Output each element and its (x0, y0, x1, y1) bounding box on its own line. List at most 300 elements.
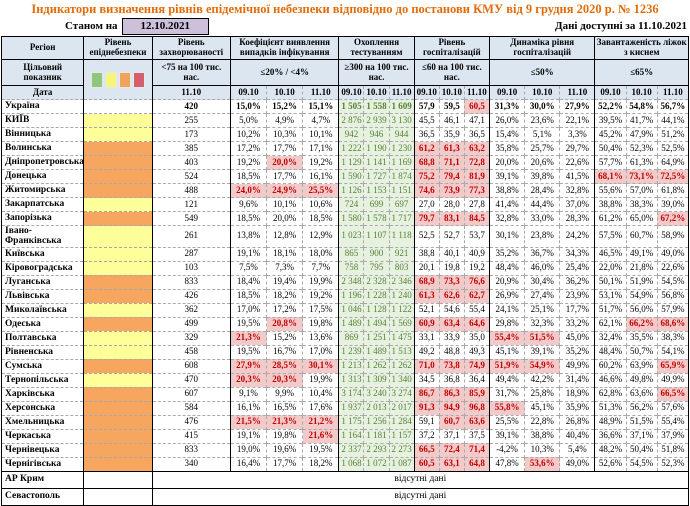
dynamics-value: 30,1% (490, 226, 525, 248)
hospitalization-value: 64,6 (464, 317, 489, 331)
beds-value: 65,0% (626, 212, 657, 226)
illness-value: 524 (152, 170, 230, 184)
beds-value: 53,1% (595, 289, 626, 303)
illness-value: 255 (152, 114, 230, 128)
hospitalization-value: 86,7 (414, 387, 439, 401)
hospitalization-value: 66,5 (414, 443, 439, 457)
testing-value: 1 505 (339, 100, 364, 114)
detection-value: 19,9% (303, 275, 339, 289)
testing-value: 869 (339, 331, 364, 345)
dynamics-value: 44,4% (525, 198, 560, 212)
illness-value: 499 (152, 317, 230, 331)
column-header-illness: Рівень захворюваності (152, 37, 230, 60)
column-header-dynamics: Динаміка рівня госпіталізацій (490, 37, 595, 60)
danger-level-cell (84, 128, 152, 142)
testing-value: 1 164 (339, 429, 364, 443)
target-dynamics: ≤50% (490, 60, 595, 86)
dynamics-value: 45,1% (525, 401, 560, 415)
testing-value: 2 017 (389, 401, 414, 415)
beds-value: 51,9% (626, 275, 657, 289)
detection-value: 18,0% (303, 247, 339, 261)
testing-value: 1 313 (339, 373, 364, 387)
beds-value: 21,8% (626, 261, 657, 275)
column-header-detection: Коефіцієнт виявлення випадків інфікування (230, 37, 338, 60)
beds-value: 51,3% (595, 401, 626, 415)
region-name: Миколаївська (2, 303, 84, 317)
detection-value: 18,4% (230, 275, 266, 289)
detection-value: 27,9% (230, 359, 266, 373)
dynamics-value: 30,4% (525, 275, 560, 289)
testing-value: 1 087 (389, 457, 414, 471)
testing-value: 724 (339, 198, 364, 212)
testing-value: 2 328 (364, 275, 389, 289)
detection-value: 17,2% (230, 142, 266, 156)
illness-value: 287 (152, 247, 230, 261)
danger-level-cell (84, 387, 152, 401)
hospitalization-value: 49,2 (414, 345, 439, 359)
hospitalization-value: 73,9 (439, 184, 464, 198)
header-target-row (2, 60, 689, 86)
hospitalization-value: 85,9 (464, 387, 489, 401)
hospitalization-value: 91,3 (414, 401, 439, 415)
table-row (2, 359, 689, 373)
beds-value: 56,7% (657, 100, 688, 114)
illness-value: 549 (152, 212, 230, 226)
detection-value: 19,1% (230, 247, 266, 261)
testing-value: 1 239 (339, 345, 364, 359)
detection-value: 18,2% (267, 289, 303, 303)
beds-value: 54,8% (626, 100, 657, 114)
hospitalization-value: 63,6 (464, 415, 489, 429)
testing-value: 1 475 (389, 331, 414, 345)
testing-value: 2 348 (339, 275, 364, 289)
dynamics-value: 23,6% (525, 114, 560, 128)
testing-value: 2 337 (339, 443, 364, 457)
hospitalization-value: 62,7 (464, 289, 489, 303)
date-cell: 11.10 (464, 86, 489, 100)
indicators-table (1, 36, 689, 506)
detection-value: 4,7% (303, 114, 339, 128)
danger-level-cell (84, 345, 152, 359)
detection-value: 7,7% (303, 261, 339, 275)
hospitalization-value: 54,6 (439, 303, 464, 317)
beds-value: 57,6% (657, 401, 688, 415)
beds-value: 55,4% (657, 415, 688, 429)
dynamics-value: 49,9% (560, 359, 595, 373)
testing-value: 1 727 (364, 170, 389, 184)
testing-value: 1 262 (364, 359, 389, 373)
testing-value: 1 340 (389, 373, 414, 387)
dynamics-value: 31,3% (490, 100, 525, 114)
legend-square (119, 72, 131, 88)
danger-level-cell (84, 261, 152, 275)
testing-value: 1 580 (339, 212, 364, 226)
detection-value: 7,3% (267, 261, 303, 275)
beds-value: 61,2% (595, 212, 626, 226)
illness-value: 362 (152, 303, 230, 317)
beds-value: 45,2% (595, 128, 626, 142)
testing-value: 1 569 (389, 317, 414, 331)
hospitalization-value: 61,3 (414, 289, 439, 303)
beds-value: 66,2% (626, 317, 657, 331)
dynamics-value: 27,4% (525, 289, 560, 303)
region-name: КИЇВ (2, 114, 84, 128)
testing-value: 1 196 (339, 289, 364, 303)
hospitalization-value: 38,8 (414, 247, 439, 261)
hospitalization-value: 46,1 (439, 114, 464, 128)
detection-value: 15,1% (303, 100, 339, 114)
testing-value: 2 876 (339, 114, 364, 128)
detection-value: 17,2% (267, 303, 303, 317)
table-row (2, 345, 689, 359)
beds-value: 37,1% (626, 429, 657, 443)
testing-value: 3 174 (339, 387, 364, 401)
illness-value: 173 (152, 128, 230, 142)
table-row (2, 198, 689, 212)
region-name: Сумська (2, 359, 84, 373)
hospitalization-value: 83,1 (439, 212, 464, 226)
region-name: Кіровоградська (2, 261, 84, 275)
testing-value: 921 (389, 247, 414, 261)
danger-level-cell (84, 331, 152, 345)
testing-value: 1 937 (339, 401, 364, 415)
hospitalization-value: 84,5 (464, 212, 489, 226)
beds-value: 46,6% (595, 373, 626, 387)
detection-value: 19,2% (230, 156, 266, 170)
date-cell: 11.10 (657, 86, 688, 100)
testing-value: 900 (364, 247, 389, 261)
detection-value: 15,2% (267, 100, 303, 114)
hospitalization-value: 57,9 (414, 100, 439, 114)
beds-value: 48,2% (595, 443, 626, 457)
illness-value: 833 (152, 275, 230, 289)
danger-level-cell (84, 170, 152, 184)
detection-value: 17,7% (267, 457, 303, 471)
dynamics-value: 39,1% (490, 170, 525, 184)
dynamics-value: 40,4% (560, 429, 595, 443)
hospitalization-value: 36,5 (464, 128, 489, 142)
beds-value: 50,4% (626, 443, 657, 457)
table-row (2, 142, 689, 156)
danger-level-cell (84, 471, 152, 488)
hospitalization-value: 28,0 (439, 198, 464, 212)
beds-value: 38,3% (657, 331, 688, 345)
hospitalization-value: 35,9 (439, 128, 464, 142)
dynamics-value: 23,8% (525, 226, 560, 248)
detection-value: 21,3% (230, 331, 266, 345)
testing-value: 3 274 (389, 387, 414, 401)
date-cell: 10.10 (626, 86, 657, 100)
hospitalization-value: 73,8 (439, 359, 464, 373)
beds-value: 63,6% (626, 387, 657, 401)
testing-value: 795 (364, 261, 389, 275)
hospitalization-value: 74,9 (464, 359, 489, 373)
beds-value: 49,8% (626, 373, 657, 387)
testing-value: 1 228 (364, 289, 389, 303)
testing-value: 1 309 (364, 373, 389, 387)
dynamics-value: 33,0% (525, 212, 560, 226)
detection-value: 19,8% (267, 429, 303, 443)
beds-value: 60,7% (626, 226, 657, 248)
dynamics-value: 26,8% (560, 415, 595, 429)
detection-value: 10,1% (267, 198, 303, 212)
detection-value: 9,6% (230, 198, 266, 212)
testing-value: 1 169 (389, 156, 414, 170)
dynamics-value: 39,1% (490, 429, 525, 443)
illness-value: 426 (152, 289, 230, 303)
region-name: Одеська (2, 317, 84, 331)
hospitalization-value: 60,9 (414, 317, 439, 331)
header-group-row (2, 37, 689, 60)
danger-level-cell (84, 184, 152, 198)
detection-value: 19,4% (267, 275, 303, 289)
testing-value: 1 141 (364, 156, 389, 170)
beds-value: 22,6% (657, 261, 688, 275)
region-name: Херсонська (2, 401, 84, 415)
testing-value: 2 293 (364, 443, 389, 457)
hospitalization-value: 20,1 (414, 261, 439, 275)
dynamics-value: 46,0% (525, 261, 560, 275)
detection-value: 16,1% (303, 170, 339, 184)
dynamics-value: 54,9% (525, 359, 560, 373)
dynamics-value: 18,9% (560, 387, 595, 401)
dynamics-value: 28,3% (560, 212, 595, 226)
detection-value: 30,1% (303, 359, 339, 373)
illness-value: 488 (152, 184, 230, 198)
beds-value: 68,6% (657, 317, 688, 331)
table-row (2, 401, 689, 415)
detection-value: 18,2% (303, 457, 339, 471)
beds-value: 73,1% (626, 170, 657, 184)
testing-value: 3 130 (389, 114, 414, 128)
table-row (2, 415, 689, 429)
testing-value: 1 129 (339, 156, 364, 170)
detection-value: 19,5% (230, 317, 266, 331)
detection-value: 9,9% (267, 387, 303, 401)
hospitalization-value: 86,3 (439, 387, 464, 401)
beds-value: 67,2% (657, 212, 688, 226)
illness-value: 608 (152, 359, 230, 373)
hospitalization-value: 79,7 (414, 212, 439, 226)
testing-value: 944 (389, 128, 414, 142)
hospitalization-value: 35,0 (464, 331, 489, 345)
dynamics-value: 29,8% (490, 317, 525, 331)
detection-value: 18,5% (230, 212, 266, 226)
dynamics-value: 34,3% (560, 247, 595, 261)
danger-level-cell (84, 114, 152, 128)
detection-value: 10,6% (303, 198, 339, 212)
table-row (2, 275, 689, 289)
region-name: Тернопільська (2, 373, 84, 387)
detection-value: 17,0% (230, 303, 266, 317)
illness-value: 415 (152, 429, 230, 443)
detection-value: 18,1% (267, 247, 303, 261)
dynamics-value: 5,1% (525, 128, 560, 142)
detection-value: 24,0% (230, 184, 266, 198)
table-row (2, 114, 689, 128)
dynamics-value: 10,3% (525, 443, 560, 457)
hospitalization-value: 63,2 (464, 142, 489, 156)
hospitalization-value: 59,1 (414, 415, 439, 429)
dynamics-value: 25,1% (525, 303, 560, 317)
dynamics-value: 41,4% (490, 198, 525, 212)
testing-value: 1 157 (389, 429, 414, 443)
dynamics-value: 27,9% (560, 100, 595, 114)
hospitalization-value: 33,1 (414, 331, 439, 345)
data-available-label: Дані доступні за 11.10.2021 (555, 20, 687, 32)
no-data-cell: відсутні дані (152, 488, 688, 505)
beds-value: 64,9% (657, 156, 688, 170)
illness-value: 470 (152, 373, 230, 387)
danger-level-cell (84, 289, 152, 303)
target-row-label: Цільовий показник (2, 60, 84, 86)
dynamics-value: -4,2% (490, 443, 525, 457)
beds-value: 56,8% (657, 289, 688, 303)
beds-value: 50,7% (626, 345, 657, 359)
detection-value: 10,3% (267, 128, 303, 142)
detection-value: 20,3% (267, 373, 303, 387)
table-row (2, 226, 689, 248)
testing-value: 1 126 (339, 184, 364, 198)
dynamics-value: 22,1% (560, 114, 595, 128)
detection-value: 10,2% (230, 128, 266, 142)
detection-value: 20,3% (230, 373, 266, 387)
detection-value: 16,4% (230, 457, 266, 471)
beds-value: 22,0% (595, 261, 626, 275)
danger-level-cell (84, 443, 152, 457)
illness-value: 121 (152, 198, 230, 212)
hospitalization-value: 73,3 (439, 275, 464, 289)
hospitalization-value: 52,5 (414, 226, 439, 248)
hospitalization-value: 71,0 (414, 359, 439, 373)
region-name: Житомирська (2, 184, 84, 198)
dynamics-value: 35,2% (560, 345, 595, 359)
dynamics-value: 31,4% (560, 373, 595, 387)
beds-value: 38,3% (626, 198, 657, 212)
dynamics-value: 20,6% (525, 156, 560, 170)
hospitalization-value: 27,8 (464, 198, 489, 212)
detection-value: 20,8% (267, 317, 303, 331)
dynamics-value: 32,8% (490, 212, 525, 226)
legend-square (91, 72, 103, 88)
date-cell: 09.10 (230, 86, 266, 100)
table-row (2, 170, 689, 184)
region-name: Хмельницька (2, 415, 84, 429)
testing-value: 1 190 (364, 142, 389, 156)
illness-value: 607 (152, 387, 230, 401)
detection-value: 19,9% (303, 373, 339, 387)
detection-value: 4,9% (267, 114, 303, 128)
beds-value: 66,5% (657, 387, 688, 401)
testing-value: 1 023 (339, 226, 364, 248)
illness-value: 584 (152, 401, 230, 415)
beds-value: 52,5% (657, 142, 688, 156)
beds-value: 44,1% (657, 114, 688, 128)
hospitalization-value: 77,3 (464, 184, 489, 198)
hospitalization-value: 61,3 (439, 142, 464, 156)
detection-value: 7,5% (230, 261, 266, 275)
dynamics-value: 31,7% (490, 387, 525, 401)
beds-value: 54,5% (626, 457, 657, 471)
table-row (2, 247, 689, 261)
testing-value: 1 513 (389, 345, 414, 359)
dynamics-value: 32,3% (525, 317, 560, 331)
dynamics-value: 30,0% (525, 100, 560, 114)
dynamics-value: 38,8% (525, 429, 560, 443)
testing-value: 1 717 (389, 212, 414, 226)
danger-level-cell (84, 401, 152, 415)
hospitalization-value: 62,6 (439, 289, 464, 303)
dynamics-value: 32,8% (560, 184, 595, 198)
dynamics-value: 26,9% (490, 289, 525, 303)
hospitalization-value: 49,3 (464, 345, 489, 359)
table-row (2, 317, 689, 331)
testing-value: 1 262 (389, 359, 414, 373)
testing-value: 946 (364, 128, 389, 142)
detection-value: 5,0% (230, 114, 266, 128)
column-header-beds: Завантаженість ліжок з киснем (595, 37, 689, 60)
testing-value: 1 222 (339, 142, 364, 156)
dynamics-value: 3,3% (560, 128, 595, 142)
date-cell: 09.10 (490, 86, 525, 100)
target-beds: ≤65% (595, 60, 689, 86)
testing-value: 1 240 (389, 289, 414, 303)
detection-value: 10,1% (303, 128, 339, 142)
beds-value: 38,8% (595, 198, 626, 212)
hospitalization-value: 52,7 (439, 226, 464, 248)
date-cell: 11.10 (303, 86, 339, 100)
detection-value: 18,5% (303, 212, 339, 226)
legend-color-squares (85, 72, 150, 88)
beds-value: 51,5% (626, 415, 657, 429)
table-row (2, 212, 689, 226)
illness-value: 833 (152, 443, 230, 457)
region-name: Запорізька (2, 212, 84, 226)
table-row (2, 128, 689, 142)
dynamics-value: 25,5% (490, 415, 525, 429)
dynamics-value: 35,9% (560, 401, 595, 415)
testing-value: 1 068 (339, 457, 364, 471)
danger-level-cell (84, 359, 152, 373)
detection-value: 16,5% (267, 401, 303, 415)
detection-value: 20,0% (267, 156, 303, 170)
dynamics-value: 20,0% (490, 156, 525, 170)
detection-value: 13,6% (303, 331, 339, 345)
beds-value: 39,0% (657, 198, 688, 212)
testing-value: 1 284 (389, 415, 414, 429)
detection-value: 17,7% (267, 170, 303, 184)
dynamics-value: 41,5% (560, 170, 595, 184)
beds-value: 51,8% (657, 443, 688, 457)
dynamics-value: 26,0% (490, 114, 525, 128)
dynamics-value: 35,8% (490, 142, 525, 156)
dynamics-value: 39,1% (525, 345, 560, 359)
detection-value: 17,7% (267, 142, 303, 156)
detection-value: 17,5% (303, 303, 339, 317)
beds-value: 49,0% (657, 247, 688, 261)
hospitalization-value: 45,5 (414, 114, 439, 128)
dynamics-value: 35,2% (490, 247, 525, 261)
testing-value: 865 (339, 247, 364, 261)
illness-value: 420 (152, 100, 230, 114)
no-data-cell: відсутні дані (152, 471, 688, 488)
hospitalization-value: 76,6 (464, 275, 489, 289)
dynamics-value: 55,4% (490, 331, 525, 345)
beds-value: 47,9% (626, 128, 657, 142)
hospitalization-value: 63,1 (439, 457, 464, 471)
table-row (2, 289, 689, 303)
beds-value: 51,7% (595, 303, 626, 317)
